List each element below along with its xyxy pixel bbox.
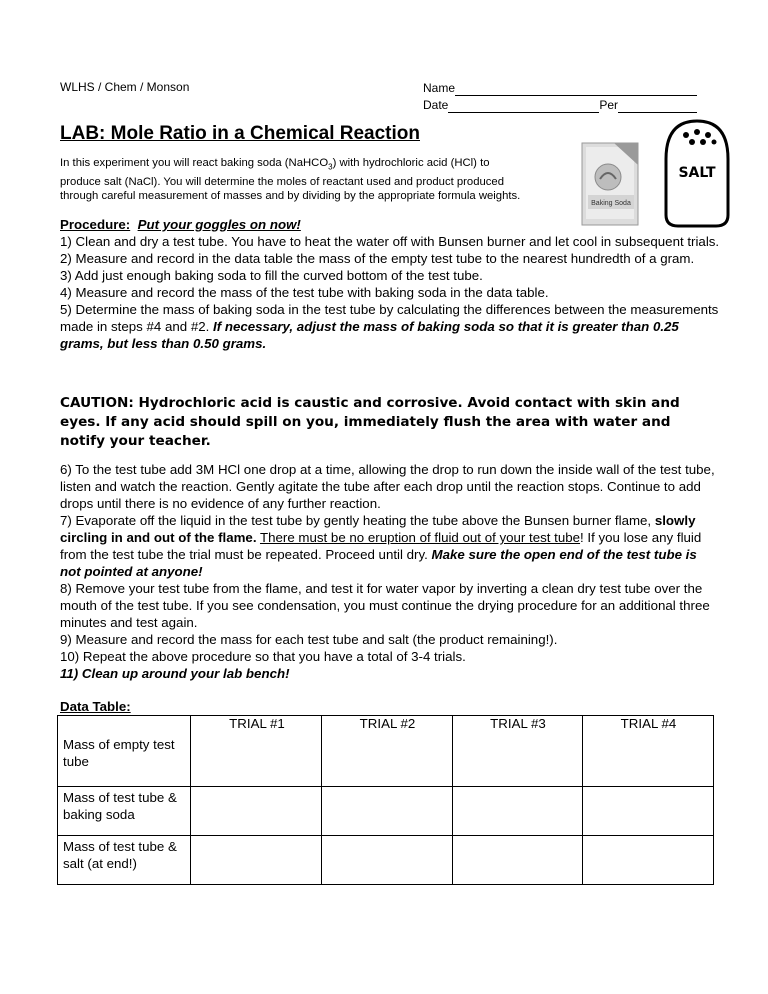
data-cell[interactable] bbox=[322, 836, 453, 885]
date-blank bbox=[448, 99, 599, 113]
goggles-note: Put your goggles on now! bbox=[137, 217, 301, 232]
step7-text: ! If you lose any fluid from the test tube the trial must be repeated. Proceed until dry. bbox=[60, 530, 702, 562]
procedure-step: 10) Repeat the above procedure so that you have a total of 3-4 trials. bbox=[60, 649, 466, 664]
trial-4-header: TRIAL #4 bbox=[620, 716, 677, 731]
data-cell[interactable] bbox=[191, 836, 322, 885]
intro-subscript: 3 bbox=[328, 162, 333, 172]
step7-emphasis: Make sure the open end of the test tube is not pointed at anyone! bbox=[60, 547, 697, 579]
data-cell[interactable] bbox=[452, 836, 583, 885]
salt-shaker-image bbox=[652, 115, 742, 230]
name-blank bbox=[455, 82, 697, 96]
data-cell[interactable] bbox=[322, 787, 453, 836]
procedure-step bbox=[60, 512, 720, 580]
step7-underline: There must be no eruption of fluid out of your test tube bbox=[259, 530, 581, 545]
procedure-step bbox=[60, 301, 720, 352]
step7-text: 7) Evaporate off the liquid in the test tube by gently heating the tube above the Bunsen burner flame, bbox=[60, 513, 652, 528]
procedure-step: 6) To the test tube add 3M HCl one drop at a time, allowing the drop to run down the inside wall of the test tube, listen and watch the reaction. Gently agitate the tube after each drop until the reaction stops. Continue to add drops until there is no evidence of any further reaction. bbox=[60, 462, 715, 511]
table-row bbox=[58, 716, 714, 787]
intro-text: ) with hydrochloric acid (HCl) to bbox=[332, 157, 490, 169]
procedure-step: 8) Remove your test tube from the flame, and test it for water vapor by inverting a clean dry test tube over the mouth of the test tube. If you see condensation, you must continue the drying procedure for an additional three minutes and test again. bbox=[60, 581, 710, 630]
salt-shaker-icon bbox=[652, 115, 742, 230]
per-label: Per bbox=[599, 98, 619, 112]
trial-1-header: TRIAL #1 bbox=[229, 716, 285, 731]
data-cell[interactable] bbox=[452, 787, 583, 836]
data-cell[interactable] bbox=[583, 787, 714, 836]
intro-text: through careful measurement of masses and by dividing by the appropriate formula weights. bbox=[60, 190, 521, 203]
salt-label-text: SALT bbox=[678, 165, 716, 181]
box-label-text: Baking Soda bbox=[591, 200, 631, 207]
step5-emphasis: If necessary, adjust the mass of baking soda so that it is greater than 0.25 grams, but less than 0.50 grams. bbox=[60, 319, 679, 351]
procedure-heading-label: Procedure: bbox=[60, 217, 131, 232]
course-header: WLHS / Chem / Monson bbox=[60, 80, 190, 94]
intro-paragraph bbox=[60, 156, 580, 204]
procedure-section bbox=[60, 216, 720, 352]
data-cell[interactable] bbox=[583, 716, 714, 787]
table-row bbox=[58, 836, 714, 885]
baking-soda-box-icon bbox=[580, 139, 642, 227]
data-cell[interactable] bbox=[583, 836, 714, 885]
data-cell[interactable] bbox=[191, 787, 322, 836]
procedure-section-2 bbox=[60, 461, 720, 682]
procedure-step: 9) Measure and record the mass for each test tube and salt (the product remaining!). bbox=[60, 632, 558, 647]
row-label: Mass of test tube & baking soda bbox=[58, 787, 191, 836]
step7-bold: slowly circling in and out of the flame. bbox=[60, 513, 696, 545]
data-cell[interactable] bbox=[191, 716, 322, 787]
procedure-step: 11) Clean up around your lab bench! bbox=[60, 666, 290, 681]
procedure-step: 3) Add just enough baking soda to fill the curved bottom of the test tube. bbox=[60, 268, 483, 283]
procedure-step: 1) Clean and dry a test tube. You have to heat the water off with Bunsen burner and let cool in subsequent trials. bbox=[60, 234, 720, 249]
intro-text: In this experiment you will react baking soda (NaHCO bbox=[60, 157, 329, 169]
data-grid bbox=[57, 715, 714, 885]
name-date-block bbox=[423, 79, 697, 113]
per-blank bbox=[618, 99, 697, 113]
trial-2-header: TRIAL #2 bbox=[359, 716, 416, 731]
procedure-step: 4) Measure and record the mass of the test tube with baking soda in the data table. bbox=[60, 285, 549, 300]
data-table-label: Data Table: bbox=[60, 699, 131, 714]
row-label: Mass of test tube & salt (at end!) bbox=[58, 836, 191, 885]
data-cell[interactable] bbox=[452, 716, 583, 787]
intro-text: produce salt (NaCl). You will determine the moles of reactant used and product produced bbox=[60, 175, 504, 188]
procedure-step: 2) Measure and record in the data table the mass of the empty test tube to the nearest hundredth of a gram. bbox=[60, 251, 695, 266]
procedure-heading bbox=[60, 216, 720, 233]
caution-warning: CAUTION: Hydrochloric acid is caustic and corrosive. Avoid contact with skin and eyes. If any acid should spill on you, immediately flush the area with water and notify your teacher. bbox=[60, 395, 680, 449]
page-title: LAB: Mole Ratio in a Chemical Reaction bbox=[60, 123, 420, 144]
step5-text: 5) Determine the mass of baking soda in the test tube by calculating the differences between the measurements made in steps #4 and #2. bbox=[60, 302, 719, 334]
name-label: Name bbox=[423, 81, 456, 95]
table-row bbox=[58, 787, 714, 836]
row-label: Mass of empty test tube bbox=[58, 716, 191, 787]
trial-3-header: TRIAL #3 bbox=[490, 716, 546, 731]
baking-soda-box-image bbox=[580, 139, 642, 227]
date-label: Date bbox=[423, 98, 449, 112]
data-cell[interactable] bbox=[322, 716, 453, 787]
